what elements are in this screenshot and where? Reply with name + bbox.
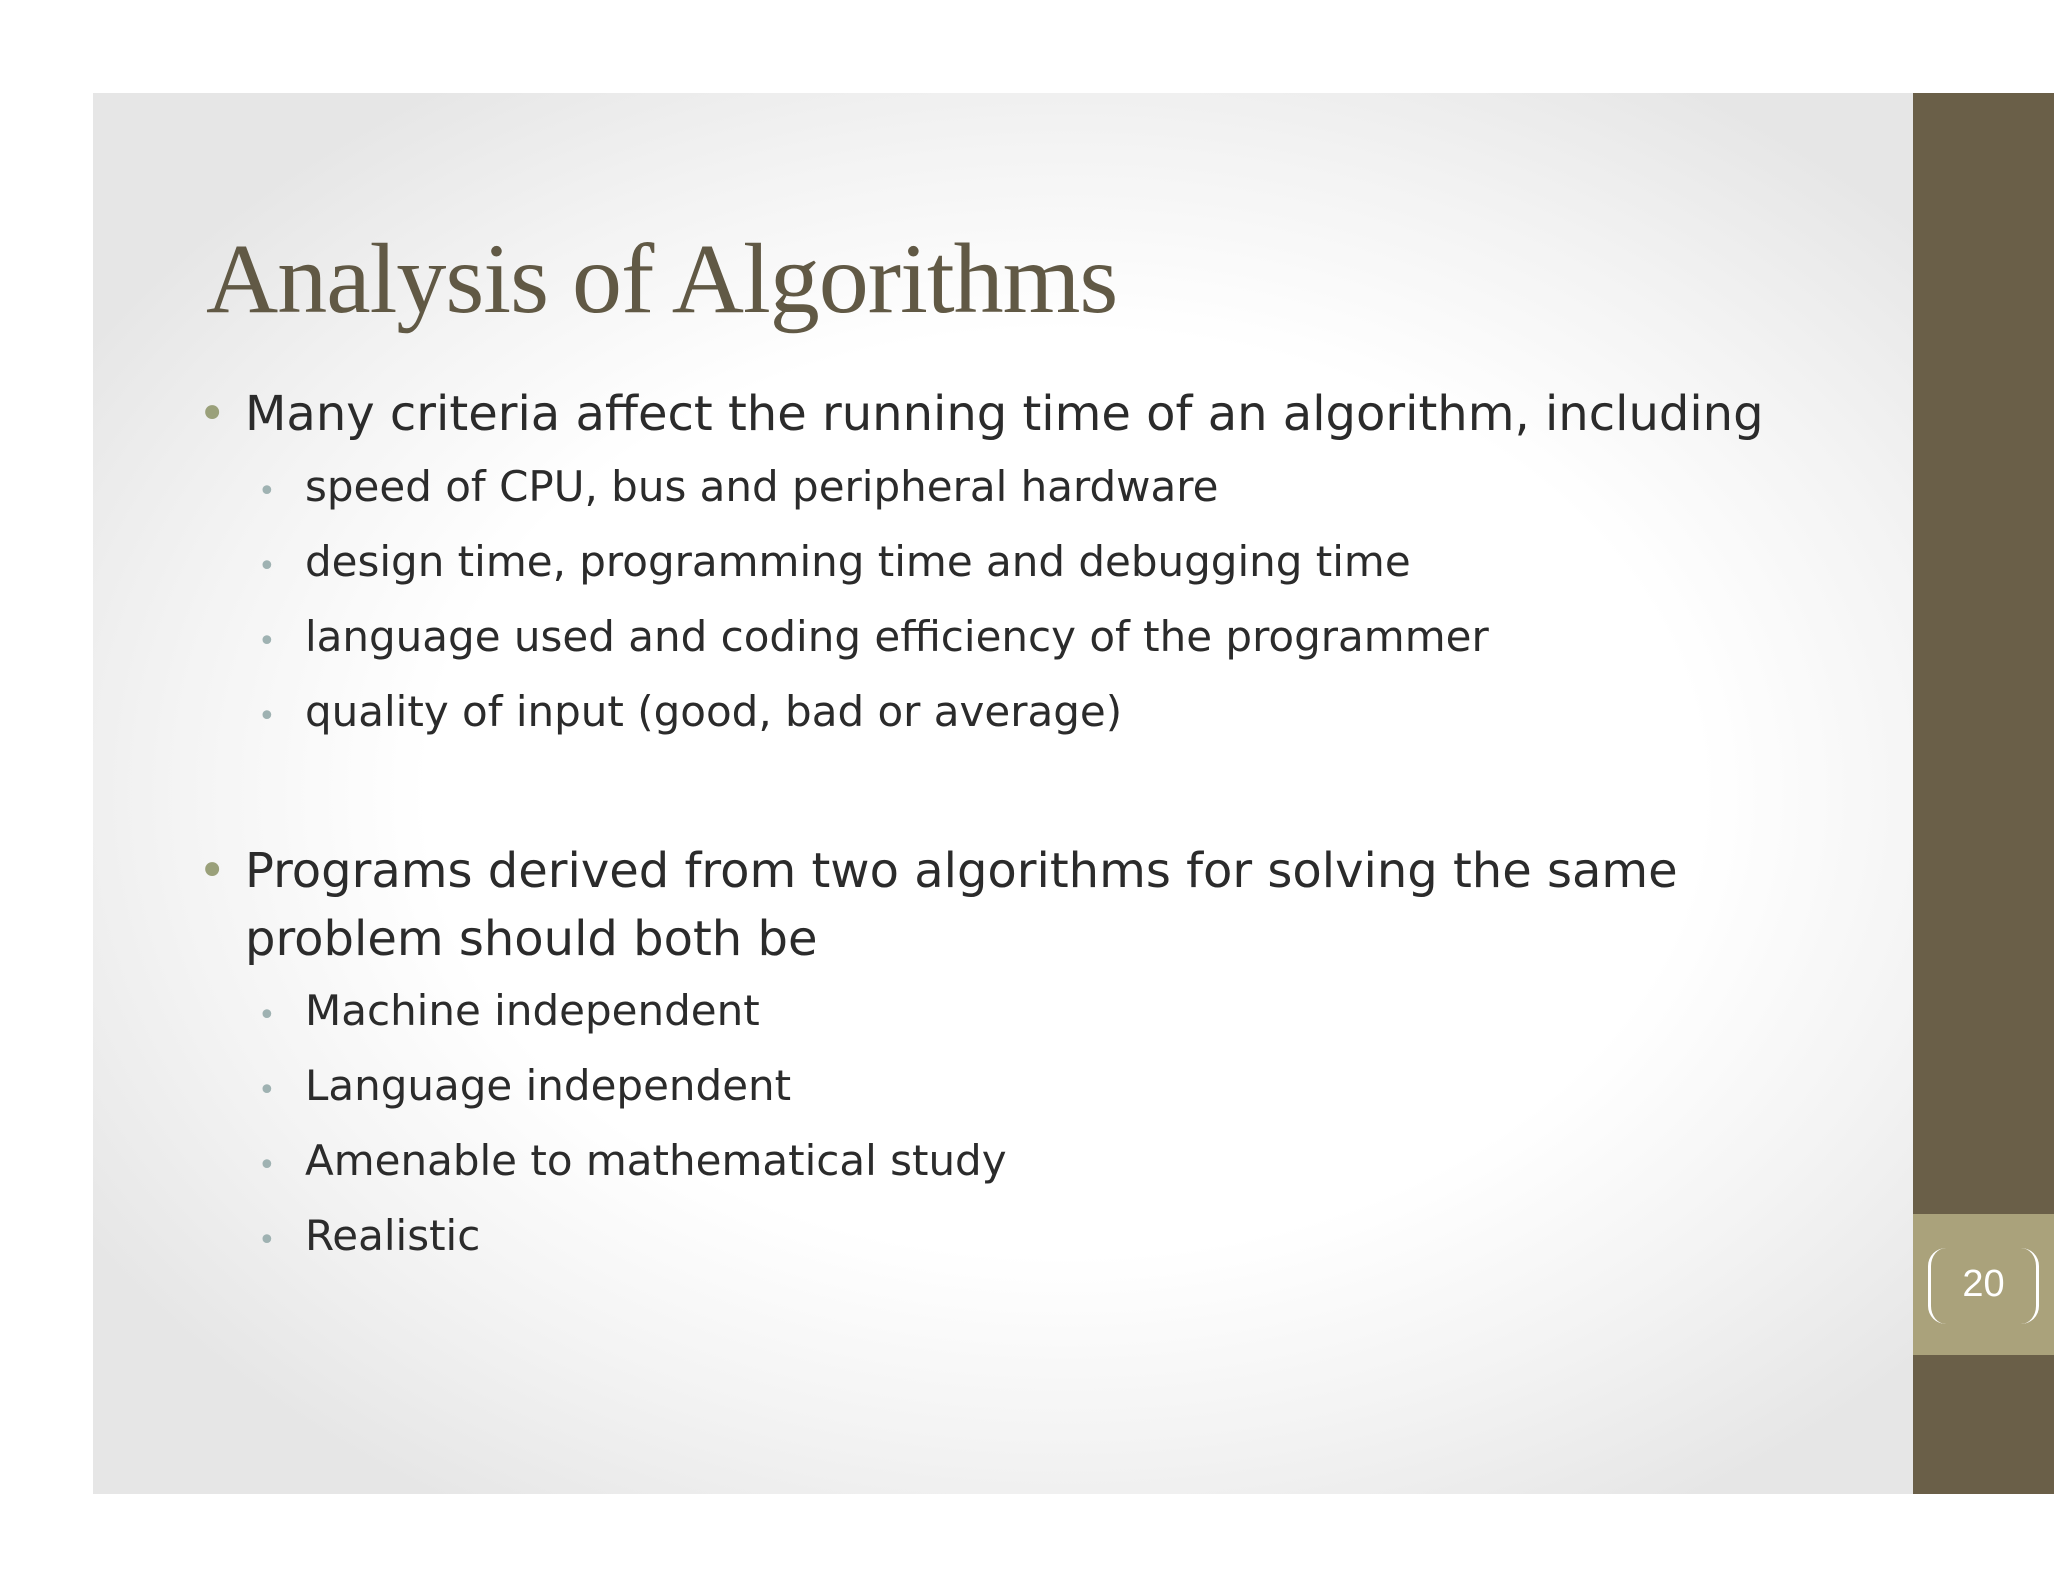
sub-bullet-text: language used and coding efficiency of the programmer — [305, 612, 1489, 661]
sub-bullet-dot: • — [258, 1073, 276, 1108]
sub-bullet-dot: • — [258, 549, 276, 584]
sub-bullet-dot: • — [258, 474, 276, 509]
slide — [93, 93, 2005, 1494]
sub-bullet-text: Realistic — [305, 1211, 481, 1260]
sub-bullet-text: Amenable to mathematical study — [305, 1136, 1007, 1185]
page-number-box — [1913, 1214, 2054, 1355]
sub-bullet-text: Machine independent — [305, 986, 760, 1035]
bullet-text-line-1: Programs derived from two algorithms for solving the same — [245, 843, 1678, 899]
sub-bullet-dot: • — [258, 998, 276, 1033]
sub-bullet-text: quality of input (good, bad or average) — [305, 687, 1123, 736]
sub-bullet-text: Language independent — [305, 1061, 792, 1110]
page-number: 20 — [1962, 1263, 2005, 1305]
sub-bullet-text: speed of CPU, bus and peripheral hardware — [305, 462, 1219, 511]
bullet-dot: • — [198, 386, 227, 442]
sub-bullet-text: design time, programming time and debugging time — [305, 537, 1411, 586]
sub-bullet-dot: • — [258, 1223, 276, 1258]
sub-bullet-dot: • — [258, 624, 276, 659]
bullet-text-line-2: problem should both be — [245, 911, 818, 967]
slide-title: Analysis of Algorithms — [206, 223, 1118, 334]
bullet-dot: • — [198, 843, 227, 899]
bullet-text: Many criteria affect the running time of an algorithm, including — [245, 386, 1764, 442]
sub-bullet-dot: • — [258, 1148, 276, 1183]
sub-bullet-dot: • — [258, 699, 276, 734]
